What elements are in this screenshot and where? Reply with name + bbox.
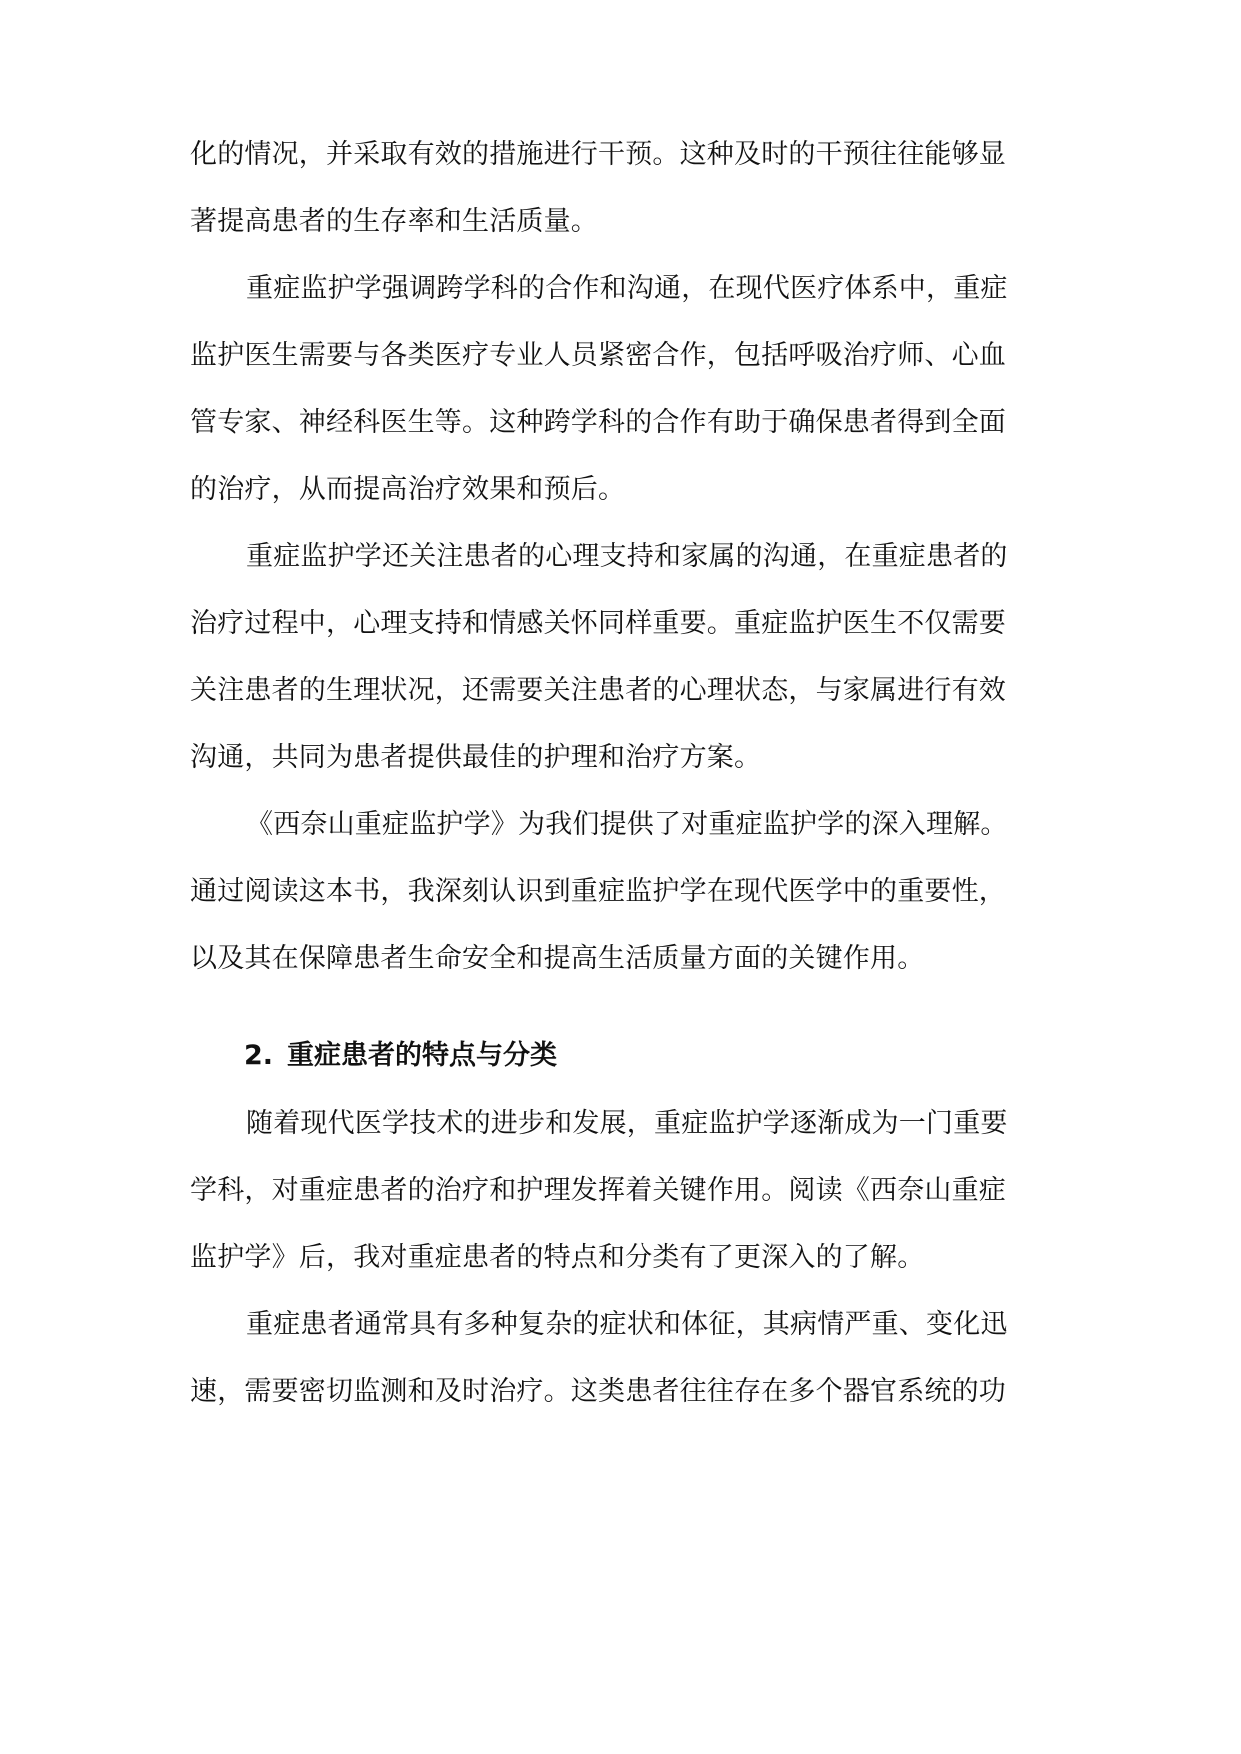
section-title: 重症患者的特点与分类 <box>287 1040 558 1071</box>
paragraph-4-line-2: 通过阅读这本书，我深刻认识到重症监护学在现代医学中的重要性， <box>190 876 1006 907</box>
paragraph-1-line-2: 著提高患者的生存率和生活质量。 <box>190 206 598 237</box>
section-number: 2. <box>244 1040 274 1071</box>
paragraph-4-line-1: 《西奈山重症监护学》为我们提供了对重症监护学的深入理解。 <box>246 809 1008 840</box>
paragraph-2-line-3: 管专家、神经科医生等。这种跨学科的合作有助于确保患者得到全面 <box>190 407 1006 438</box>
paragraph-6-line-2: 速，需要密切监测和及时治疗。这类患者往往存在多个器官系统的功 <box>190 1376 1006 1407</box>
paragraph-2-line-2: 监护医生需要与各类医疗专业人员紧密合作，包括呼吸治疗师、心血 <box>190 340 1006 371</box>
paragraph-5-line-3: 监护学》后，我对重症患者的特点和分类有了更深入的了解。 <box>190 1242 925 1273</box>
section-heading <box>244 1036 1060 1076</box>
paragraph-4-line-3: 以及其在保障患者生命安全和提高生活质量方面的关键作用。 <box>190 943 925 974</box>
paragraph-3-line-3: 关注患者的生理状况，还需要关注患者的心理状态，与家属进行有效 <box>190 675 1006 706</box>
paragraph-2-line-4: 的治疗，从而提高治疗效果和预后。 <box>190 474 626 505</box>
paragraph-3-line-1: 重症监护学还关注患者的心理支持和家属的沟通，在重症患者的 <box>246 541 1008 572</box>
paragraph-5-line-2: 学科，对重症患者的治疗和护理发挥着关键作用。阅读《西奈山重症 <box>190 1175 1006 1206</box>
paragraph-2-line-1: 重症监护学强调跨学科的合作和沟通，在现代医疗体系中，重症 <box>246 273 1008 304</box>
paragraph-3-line-4: 沟通，共同为患者提供最佳的护理和治疗方案。 <box>190 742 762 773</box>
paragraph-3-line-2: 治疗过程中，心理支持和情感关怀同样重要。重症监护医生不仅需要 <box>190 608 1006 639</box>
paragraph-6-line-1: 重症患者通常具有多种复杂的症状和体征，其病情严重、变化迅 <box>246 1309 1008 1340</box>
paragraph-5-line-1: 随着现代医学技术的进步和发展，重症监护学逐渐成为一门重要 <box>246 1108 1008 1139</box>
paragraph-1-line-1: 化的情况，并采取有效的措施进行干预。这种及时的干预往往能够显 <box>190 139 1006 170</box>
